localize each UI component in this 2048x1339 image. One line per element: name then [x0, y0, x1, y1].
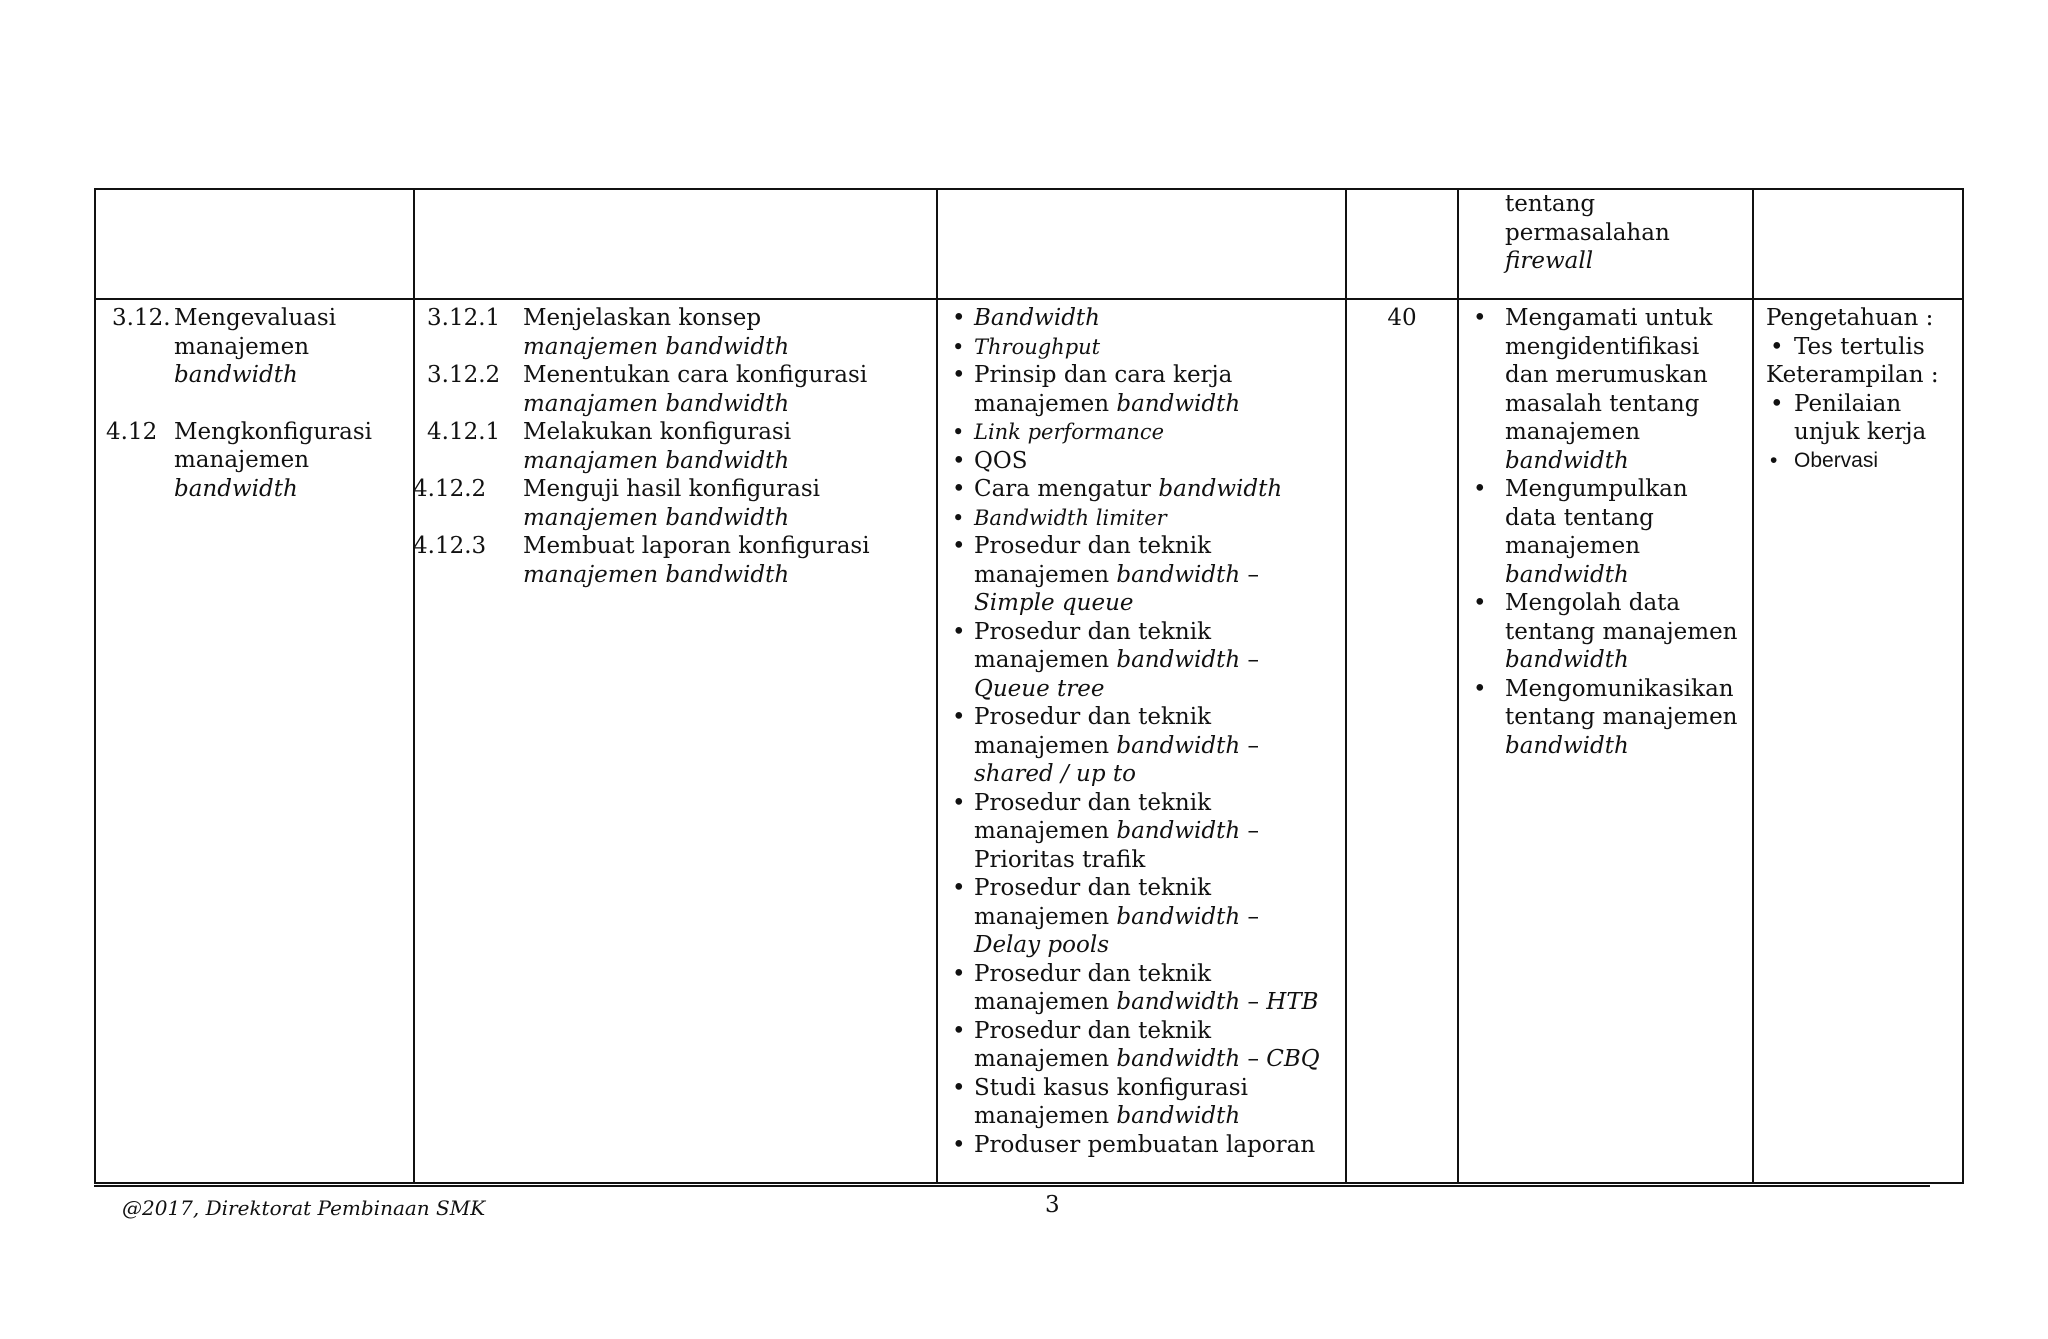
keterampilan-label: Keterampilan :: [1766, 362, 1939, 388]
list-item: • QOS: [948, 447, 1331, 476]
cell-kd: [95, 189, 414, 299]
list-item: • Mengomunikasikan tentang manajemen bandwidth: [1469, 675, 1740, 761]
cell-kd: [95, 299, 414, 1183]
cell-kegiatan: [1458, 299, 1753, 1183]
kd-item: 4.12 Mengkonfigurasi manajemen bandwidth: [106, 418, 373, 502]
footer-copyright: @2017, Direktorat Pembinaan SMK: [122, 1196, 486, 1220]
list-item: • Mengamati untuk mengidentifikasi dan merumuskan masalah tentang manajemen bandwidth: [1469, 304, 1740, 475]
list-item: • Penilaian unjuk kerja: [1766, 390, 1954, 447]
list-item: • Prinsip dan cara kerja manajemen bandwidth: [948, 361, 1331, 418]
indicator-item: 3.12.2 Menentukan cara konfigurasi manajamen bandwidth: [427, 362, 868, 417]
list-item: • Prosedur dan teknik manajemen bandwidth – shared / up to: [948, 703, 1331, 789]
cell-indikator: [414, 299, 937, 1183]
list-item: • Mengumpulkan data tentang manajemen bandwidth: [1469, 475, 1740, 589]
indicator-item: 4.12.3 Membuat laporan konfigurasi manajemen bandwidth: [413, 533, 870, 588]
list-item: • Prosedur dan teknik manajemen bandwidth – Queue tree: [948, 618, 1331, 704]
list-item: • Studi kasus konfigurasi manajemen bandwidth: [948, 1074, 1331, 1131]
curriculum-table: [94, 188, 1964, 1184]
cell-penilaian: [1753, 189, 1963, 299]
footer-divider: [94, 1185, 1930, 1187]
list-item: • Prosedur dan teknik manajemen bandwidth – HTB: [948, 960, 1331, 1017]
list-item: • Produser pembuatan laporan: [948, 1131, 1331, 1160]
indicator-item: 4.12.1 Melakukan konfigurasi manajamen bandwidth: [427, 419, 792, 474]
cell-materi: [937, 189, 1346, 299]
list-item: • Link performance: [948, 418, 1331, 447]
cell-materi: [937, 299, 1346, 1183]
alokasi-value: 40: [1387, 305, 1417, 331]
cell-kegiatan: [1458, 189, 1753, 299]
table-row: [95, 189, 1963, 299]
list-item: • Tes tertulis: [1766, 333, 1954, 362]
list-item: • Obervasi: [1766, 447, 1954, 476]
list-item: • Prosedur dan teknik manajemen bandwidth – Delay pools: [948, 874, 1331, 960]
indicator-item: 4.12.2 Menguji hasil konfigurasi manajemen bandwidth: [413, 476, 821, 531]
continued-text: tentang permasalahan firewall: [1505, 191, 1670, 274]
list-item: • Mengolah data tentang manajemen bandwidth: [1469, 589, 1740, 675]
list-item: • Bandwidth limiter: [948, 504, 1331, 533]
cell-penilaian: [1753, 299, 1963, 1183]
cell-alokasi: [1346, 299, 1458, 1183]
kegiatan-list: [1469, 304, 1740, 760]
kd-item: 3.12. Mengevaluasi manajemen bandwidth: [112, 305, 337, 388]
table-row: [95, 299, 1963, 1183]
list-item: • Bandwidth: [948, 304, 1331, 333]
materi-list: [948, 304, 1331, 1159]
list-item: • Throughput: [948, 333, 1331, 362]
pengetahuan-list: [1766, 333, 1954, 362]
cell-alokasi: [1346, 189, 1458, 299]
indicator-item: 3.12.1 Menjelaskan konsep manajemen bandwidth: [427, 305, 790, 360]
cell-indikator: [414, 189, 937, 299]
list-item: • Prosedur dan teknik manajemen bandwidth – CBQ: [948, 1017, 1331, 1074]
pengetahuan-label: Pengetahuan :: [1766, 305, 1934, 331]
keterampilan-list: [1766, 390, 1954, 476]
list-item: • Prosedur dan teknik manajemen bandwidth – Prioritas trafik: [948, 789, 1331, 875]
page-number: 3: [1045, 1192, 1060, 1218]
list-item: • Cara mengatur bandwidth: [948, 475, 1331, 504]
list-item: • Prosedur dan teknik manajemen bandwidth – Simple queue: [948, 532, 1331, 618]
